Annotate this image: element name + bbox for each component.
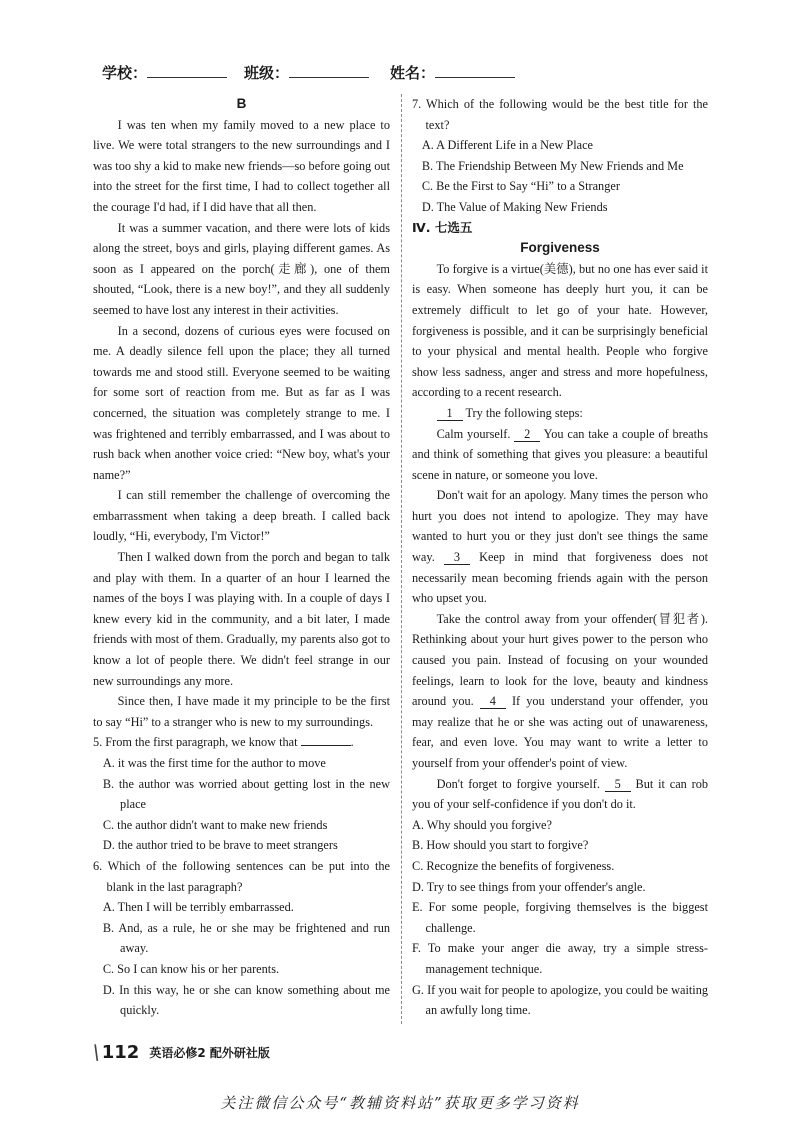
question-6: 6. Which of the following sentences can be put into the blank in the last paragraph? <box>93 858 390 894</box>
school-field <box>102 62 227 83</box>
option-b[interactable]: B. The Friendship Between My New Friends and Me <box>421 158 684 173</box>
blank-1[interactable]: 1 <box>437 406 463 421</box>
option-d[interactable]: D. In this way, he or she can know something about me quickly. <box>102 982 390 1018</box>
paragraph: Don't forget to forgive yourself. 5 But it can rob you of your self-confidence if you don't do it. <box>412 776 708 812</box>
name-blank[interactable] <box>435 63 515 78</box>
option-b[interactable]: B. How should you start to forgive? <box>412 838 589 853</box>
passage-title: Forgiveness <box>520 240 600 256</box>
page-footer <box>90 1040 270 1064</box>
option-a[interactable]: A. Then I will be terribly embarrassed. <box>102 900 294 915</box>
left-column <box>93 94 390 1021</box>
blank-3[interactable]: 3 <box>444 550 470 565</box>
paragraph: Since then, I have made it my principle to be the first to say “Hi” to a stranger who is new to my surroundings. <box>93 694 390 729</box>
column-divider <box>401 94 402 1024</box>
option-a[interactable]: A. Why should you forgive? <box>412 817 552 832</box>
option-c[interactable]: C. So I can know his or her parents. <box>102 961 280 976</box>
option-d[interactable]: D. the author tried to be brave to meet strangers <box>102 838 338 853</box>
right-column <box>412 94 708 1021</box>
blank-4[interactable]: 4 <box>480 694 506 709</box>
option-e[interactable]: E. For some people, forgiving themselves is the biggest challenge. <box>412 900 708 935</box>
option-c[interactable]: C. the author didn't want to make new friends <box>102 817 328 832</box>
paragraph: In a second, dozens of curious eyes were focused on me. A deadly silence fell upon the place; they all turned towards me and stood still. Everyone seemed to be waiting for some sort of reaction from me. But as far as I was concerned, the situation was completely strange to me. I was frightened and terribly embarrassed, and I was about to rush back when another voice cried: “New boy, what's your name?” <box>93 323 390 482</box>
paragraph: Then I walked down from the porch and began to talk and play with them. In a quarter of an hour I learned the names of the boys I was playing with. In a couple of days I knew every kid in the community, and a bit later, I made friends with most of them. Gradually, my parents also got to know a lot of people there. We didn't feel strange in our new surroundings any more. <box>93 550 390 688</box>
question-5: 5. From the first paragraph, we know that . <box>93 735 354 750</box>
option-b[interactable]: B. the author was worried about getting lost in the new place <box>102 776 390 812</box>
blank-2[interactable]: 2 <box>514 427 540 442</box>
question-7: 7. Which of the following would be the best title for the text? <box>412 97 708 132</box>
option-f[interactable]: F. To make your anger die away, try a simple stress-management technique. <box>412 941 708 976</box>
paragraph: I was ten when my family moved to a new place to live. We were total strangers to the new surroundings and I was too shy a kid to make new friends—so before going out into the street for the first time, I had to collect together all the courage I'd had, if I did have that all then. <box>93 117 390 214</box>
paragraph: Calm yourself. 2 You can take a couple of breaths and think of something that gives you pleasure: a beautiful scene in nature, or someone you love. <box>412 426 708 482</box>
name-label: 姓名： <box>390 64 436 82</box>
school-blank[interactable] <box>147 63 227 78</box>
slash-mark: \ <box>90 1040 102 1064</box>
class-blank[interactable] <box>289 63 369 78</box>
paragraph: 1 Try the following steps: <box>412 403 708 424</box>
page-number: 112 <box>101 1041 140 1063</box>
watermark: 关注微信公众号“教辅资料站”获取更多学习资料 <box>220 1094 580 1112</box>
option-g[interactable]: G. If you wait for people to apologize, you could be waiting an awfully long time. <box>412 982 708 1018</box>
book-label: 英语必修2 配外研社版 <box>149 1045 270 1060</box>
section-heading: Ⅳ. 七选五 <box>412 219 473 235</box>
class-field <box>244 62 369 83</box>
paragraph: I can still remember the challenge of overcoming the embarrassment when taking a deep breath. I called back loudly, “Hi, everybody, I'm Victor!” <box>93 488 390 544</box>
option-c[interactable]: C. Recognize the benefits of forgiveness. <box>412 858 615 873</box>
section-title: B <box>236 96 247 111</box>
school-label: 学校： <box>102 64 148 82</box>
paragraph: To forgive is a virtue(美德), but no one has ever said it is easy. When someone has deeply hurt you, it can be extremely difficult to let go of your hate. However, forgiveness is possible, and it can be surprisingly beneficial to your physical and mental health. People who forgive show less sadness, anger and stress and more hopefulness, according to a recent research. <box>412 261 708 400</box>
option-b[interactable]: B. And, as a rule, he or she may be frightened and run away. <box>102 920 390 956</box>
answer-blank[interactable] <box>301 745 351 746</box>
option-d[interactable]: D. Try to see things from your offender's angle. <box>412 879 646 894</box>
blank-5[interactable]: 5 <box>605 777 631 792</box>
option-d[interactable]: D. The Value of Making New Friends <box>421 199 608 214</box>
paragraph: Don't wait for an apology. Many times the person who hurt you does not intend to apologize. They may have wanted to hurt you or they just don't see things the same way. 3 Keep in mind that forgiveness does not necessarily mean becoming friends again with the person who upset you. <box>412 488 709 606</box>
paragraph: Take the control away from your offender(冒犯者). Rethinking about your hurt gives power to the person who caused you pain. Instead of focusing on your wounded feelings, learn to look for the love, beauty and kindness around you. 4 If you understand your offender, you may realize that he or she was acting out of unawareness, fear, and even love. You may want to write a letter to yourself from your offender's point of view. <box>412 611 708 770</box>
class-label: 班级： <box>244 64 290 82</box>
option-a[interactable]: A. it was the first time for the author to move <box>102 756 326 770</box>
paragraph: It was a summer vacation, and there were lots of kids along the street, boys and girls, playing different games. As soon as I appeared on the porch(走廊), one of them shouted, “Look, there is a new boy!”, and they all suddenly seemed to have lost any interest in their activities. <box>93 220 390 317</box>
option-c[interactable]: C. Be the First to Say “Hi” to a Stranger <box>421 179 620 194</box>
question-stem: 5. From the first paragraph, we know that <box>93 735 301 750</box>
option-a[interactable]: A. A Different Life in a New Place <box>421 138 594 153</box>
name-field <box>390 62 515 83</box>
